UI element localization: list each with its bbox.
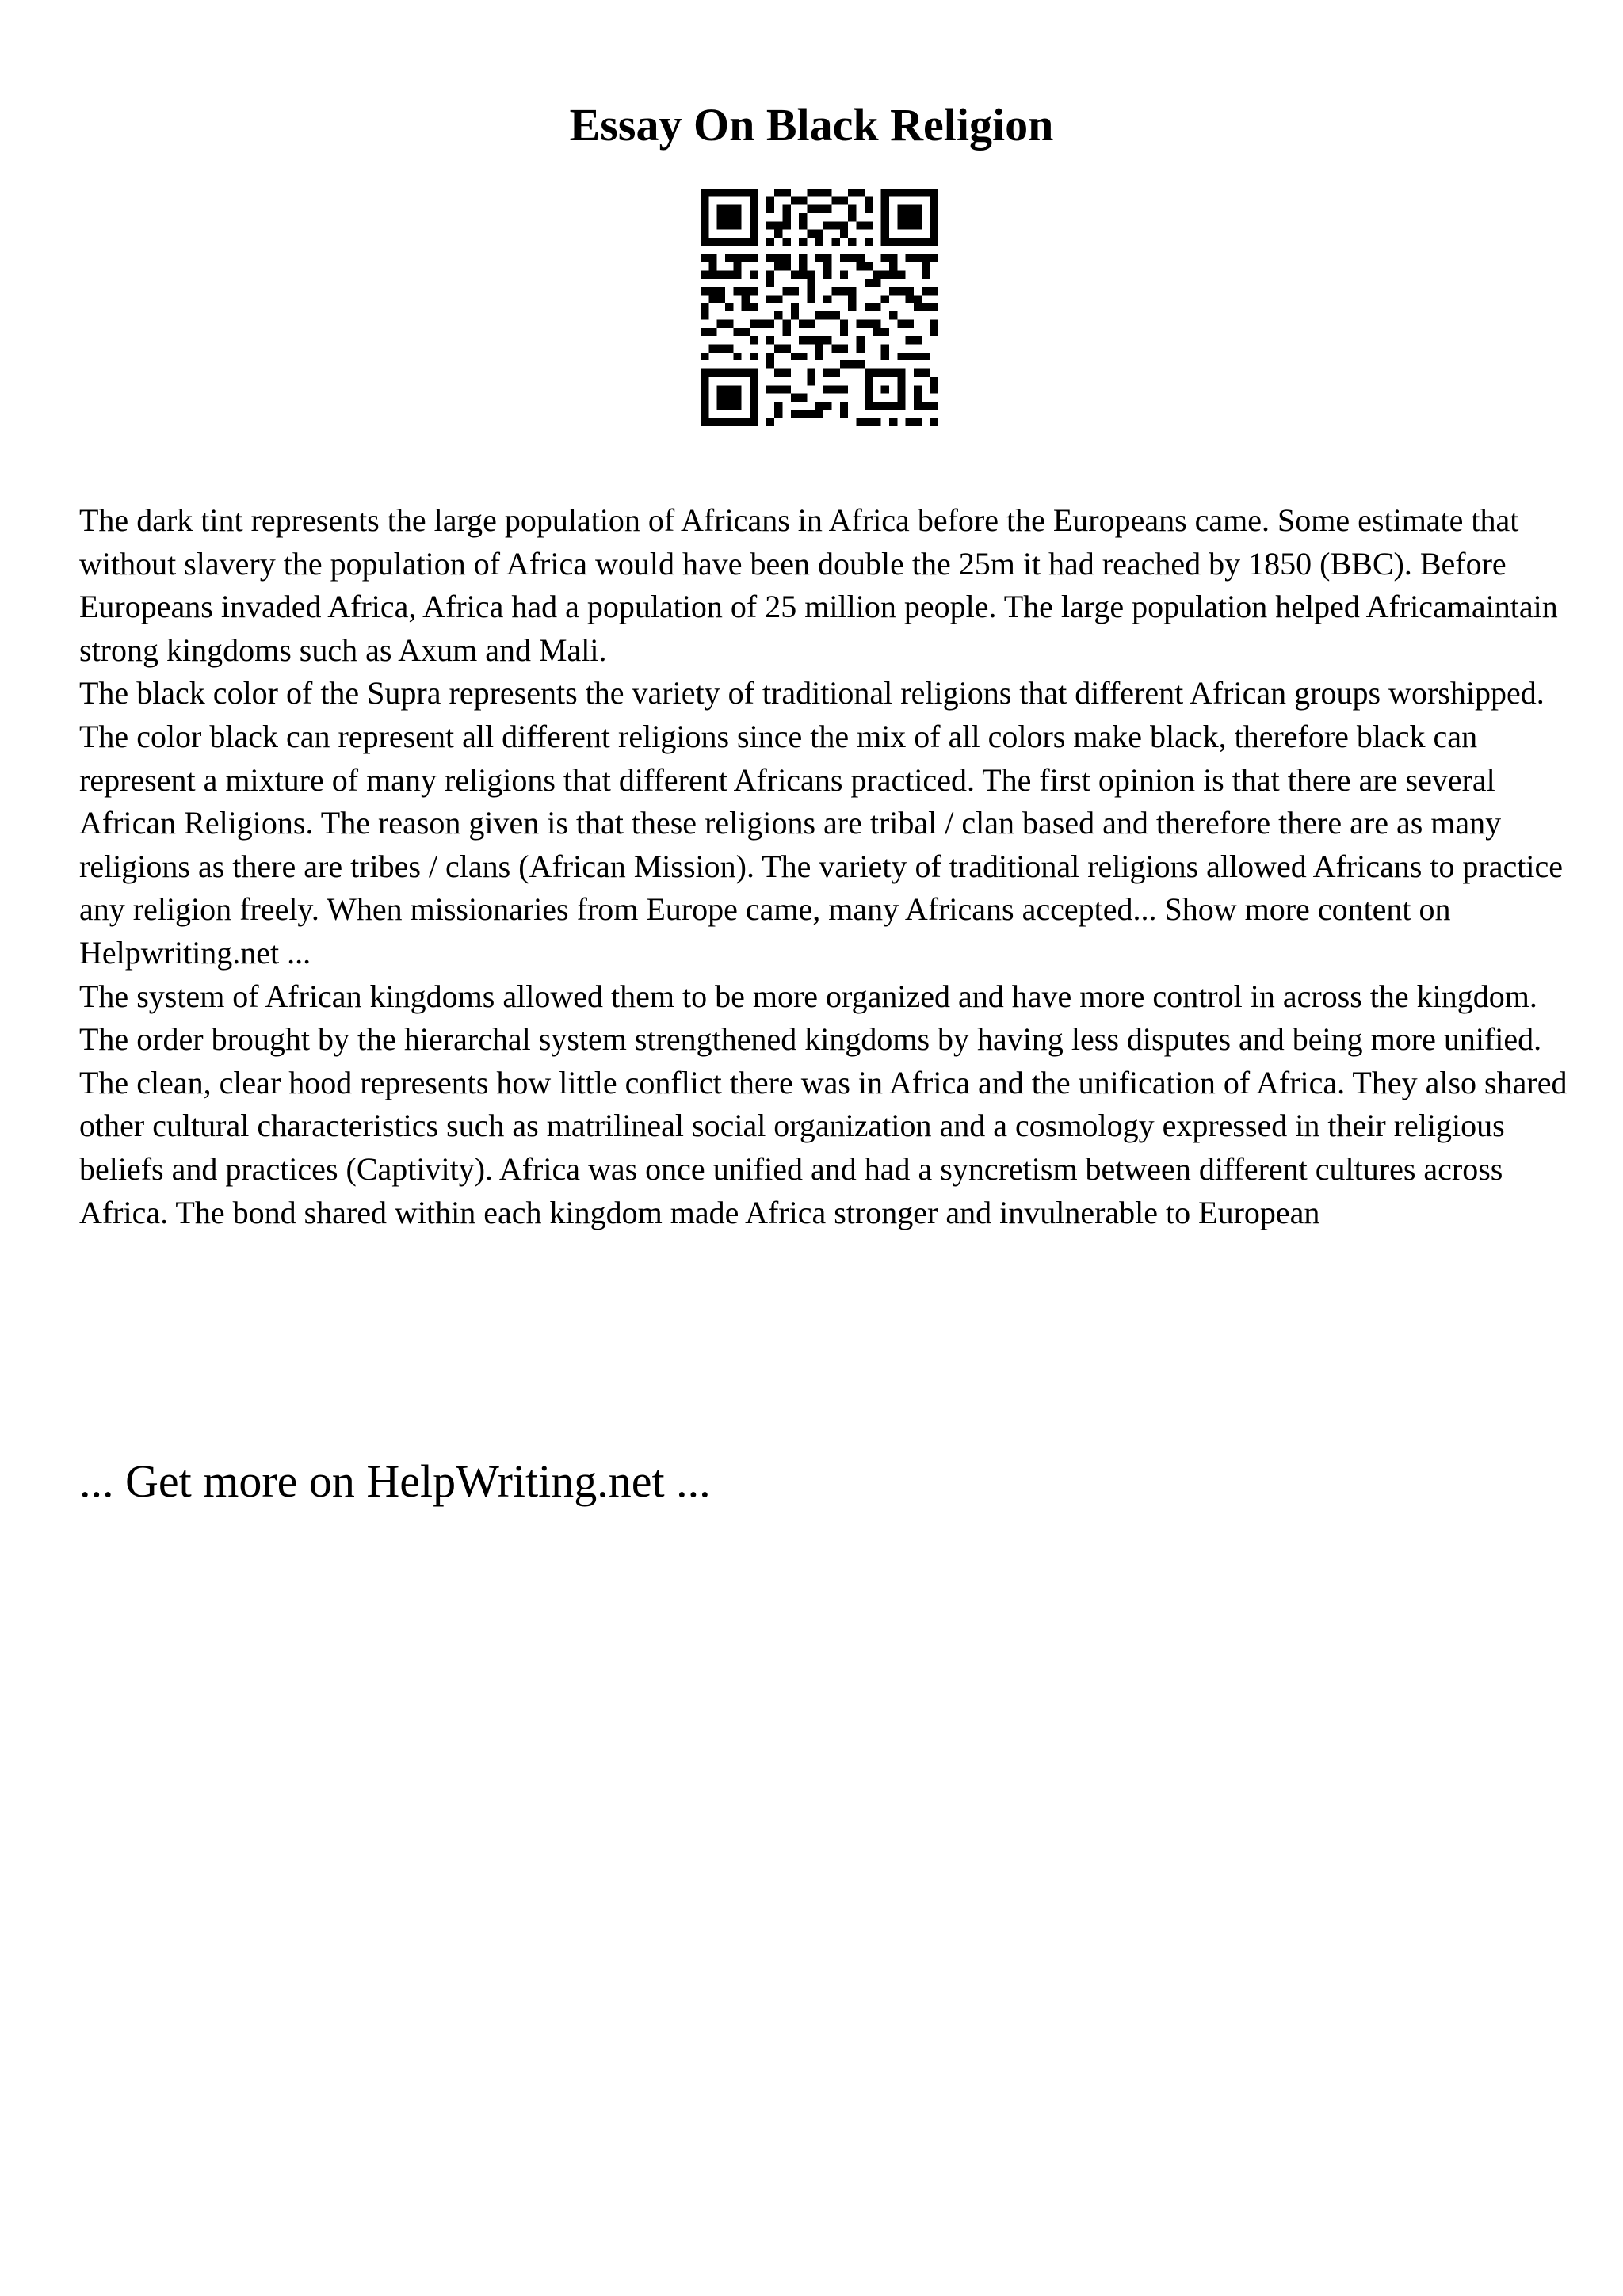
- essay-body: [79, 499, 1569, 1234]
- paragraph-3: The system of African kingdoms allowed them to be more organized and have more control in across the kingdom. The order brought by the hierarchal system strengthened kingdoms by having less disputes and being more unified.: [79, 978, 1542, 1058]
- paragraph-4: The clean, clear hood represents how little conflict there was in Africa and the unification of Africa. They also shared other cultural characteristics such as matrilineal social organization and a cosmology expressed in their religious beliefs and practices (Captivity). Africa was once unified and had a syncretism between different cultures across Africa. The bond shared within each kingdom made Africa stronger and invulnerable to European: [79, 1064, 1568, 1230]
- paragraph-1: The dark tint represents the large population of Africans in Africa before the Europeans came. Some estimate that without slavery the population of Africa would have been double the 25m it had reached by 1850 (BBC). Before Europeans invaded Africa, Africa had a population of 25 million people. The large population helped Africamaintain strong kingdoms such as Axum and Mali.: [79, 502, 1558, 668]
- paragraph-2: The black color of the Supra represents the variety of traditional religions that different African groups worshipped. The color black can represent all different religions since the mix of all colors make black, therefore black can represent a mixture of many religions that different Africans practiced. The first opinion is that there are several African Religions. The reason given is that these religions are tribal / clan based and therefore there are as many religions as there are tribes / clans (African Mission). The variety of traditional religions allowed Africans to practice any religion freely. When missionaries from Europe came, many Africans accepted... Show more content on Helpwriting.net ...: [79, 675, 1563, 971]
- document-title: Essay On Black Religion: [569, 99, 1054, 151]
- qr-code-icon: [701, 189, 938, 426]
- get-more-link[interactable]: ... Get more on HelpWriting.net ...: [79, 1455, 711, 1507]
